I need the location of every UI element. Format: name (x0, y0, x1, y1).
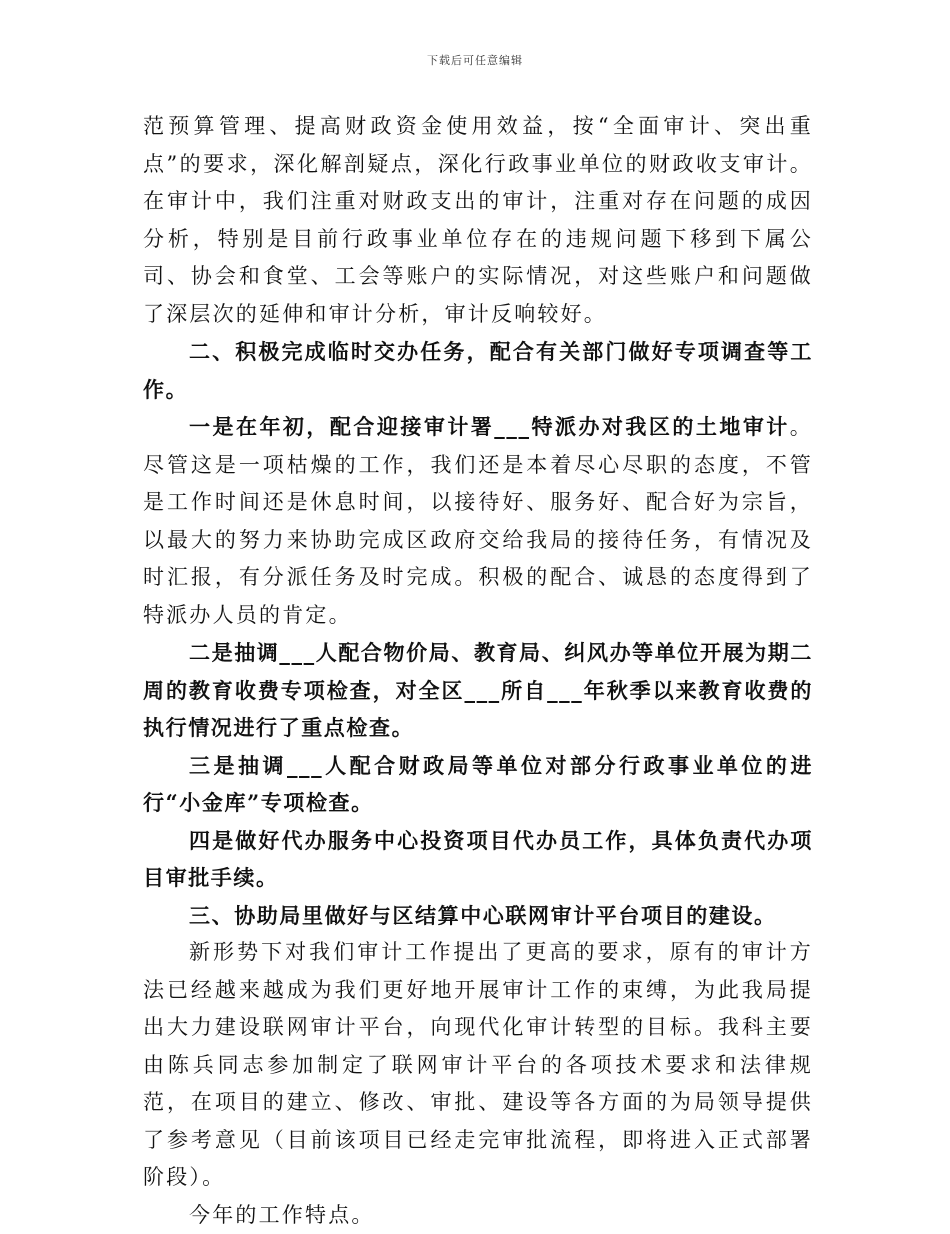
paragraph-work-features: 今年的工作特点。 (143, 1197, 813, 1234)
section-heading-network-audit: 三、协助局里做好与区结算中心联网审计平台项目的建设。 (143, 897, 813, 935)
paragraph-land-audit (143, 408, 813, 634)
section-heading-temporary-tasks: 二、积极完成临时交办任务，配合有关部门做好专项调查等工作。 (143, 333, 813, 408)
document-body (143, 108, 813, 1234)
page-header: 下载后可任意编辑 (0, 52, 950, 68)
paragraph-land-audit-body: 。尽管这是一项枯燥的工作，我们还是本着尽心尽职的态度，不管是工作时间还是休息时间，以接待好、服务好、配合好为宗旨，以最大的努力来协助完成区政府交给我局的接待任务，有情况及时汇报，有分派任务及时完成。积极的配合、诚恳的态度得到了特派办人员的肯定。 (143, 415, 813, 627)
paragraph-budget-audit: 范预算管理、提高财政资金使用效益，按“全面审计、突出重点”的要求，深化解剖疑点，深化行政事业单位的财政收支审计。在审计中，我们注重对财政支出的审计，注重对存在问题的成因分析，特别是目前行政事业单位存在的违规问题下移到下属公司、协会和食堂、工会等账户的实际情况，对这些账户和问题做了深层次的延伸和审计分析，审计反响较好。 (143, 108, 813, 333)
paragraph-agency-service: 四是做好代办服务中心投资项目代办员工作，具体负责代办项目审批手续。 (143, 822, 813, 897)
paragraph-education-fees: 二是抽调___人配合物价局、教育局、纠风办等单位开展为期二周的教育收费专项检查，对全区___所自___年秋季以来教育收费的执行情况进行了重点检查。 (143, 634, 813, 747)
paragraph-land-audit-lead: 一是在年初，配合迎接审计署___特派办对我区的土地审计 (189, 414, 790, 439)
paragraph-network-audit-platform: 新形势下对我们审计工作提出了更高的要求，原有的审计方法已经越来越成为我们更好地开展审计工作的束缚，为此我局提出大力建设联网审计平台，向现代化审计转型的目标。我科主要由陈兵同志参加制定了联网审计平台的各项技术要求和法律规范，在项目的建立、修改、审批、建设等各方面的为局领导提供了参考意见（目前该项目已经走完审批流程，即将进入正式部署阶段）。 (143, 934, 813, 1197)
paragraph-small-treasury: 三是抽调___人配合财政局等单位对部分行政事业单位的进行“小金库”专项检查。 (143, 747, 813, 822)
